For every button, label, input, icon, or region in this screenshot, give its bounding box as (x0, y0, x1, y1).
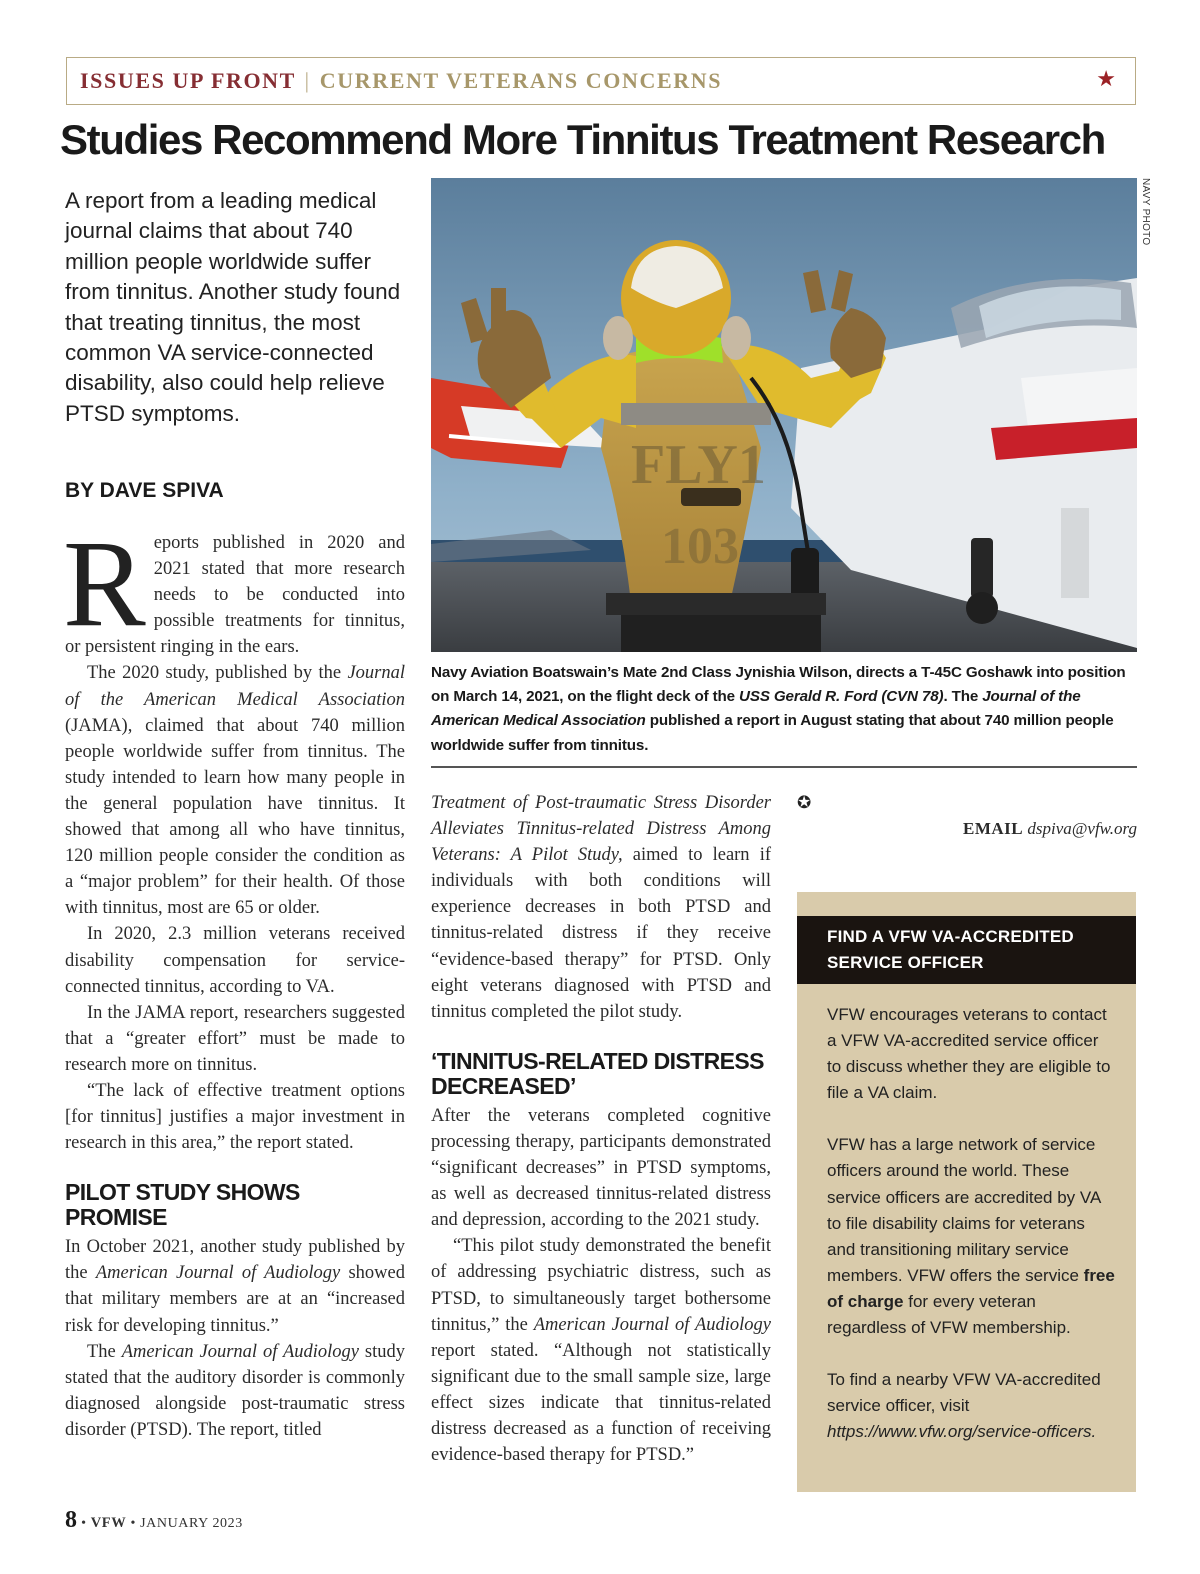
free-of-charge: free of charge (827, 1265, 1115, 1311)
sidebar-title: FIND A VFW VA-ACCREDITED SERVICE OFFICER (797, 916, 1136, 984)
subhead-distress-decreased: ‘TINNITUS-RELATED DISTRESS DECREASED’ (431, 1047, 764, 1099)
sidebar-body (827, 1002, 1117, 1471)
body-column-3 (797, 790, 1137, 842)
article-end (797, 790, 1137, 816)
article-dek: A report from a leading medical journal claims that about 740 million people worldwide suffer from tinnitus. Another study found that treating tinnitus, the most common VA service-connected disability, also could help relieve PTSD symptoms. (65, 188, 401, 426)
paragraph-3: In 2020, 2.3 million veterans received disability compensation for service-connected tinnitus, according to VA. (65, 924, 405, 997)
vest-number: 103 (661, 518, 739, 575)
photo-caption: Navy Aviation Boatswain’s Mate 2nd Class Jynishia Wilson, directs a T-45C Goshawk into position on March 14, 2021, on the flight deck of the USS Gerald R. Ford (CVN 78). The Journal of the American Medical Association published a report in August stating that about 740 million people worldwide suffer from tinnitus. (431, 664, 1126, 754)
email-address[interactable]: dspiva@vfw.org (1027, 819, 1137, 839)
page-number: 8 (65, 1507, 77, 1533)
paragraph-1: Reports published in 2020 and 2021 stated that more research needs to be conducted into possible treatments for tinnitus, or persistent ringing in the ears. (63, 515, 405, 658)
page-folio: 8 • VFW • JANUARY 2023 (65, 1507, 243, 1533)
paragraph-7: The American Journal of Audiology study stated that the auditory disorder is commonly diagnosed alongside post-traumatic stress disorder (PTSD). The report, titled (65, 1341, 406, 1440)
body-column-2 (431, 790, 771, 1468)
ship-name: USS Gerald R. Ford (CVN 78) (739, 688, 944, 706)
service-officer-sidebar (797, 892, 1136, 1492)
body-column-1 (63, 515, 406, 1443)
end-mark-icon: ✪ (797, 793, 812, 813)
journal-title: Journal of the American Medical Association (431, 688, 1081, 730)
journal-title: American Journal of Audiology (95, 1263, 341, 1284)
section-separator: | (304, 68, 311, 93)
issue-date: JANUARY 2023 (140, 1516, 243, 1531)
journal-title: American Journal of Audiology (533, 1314, 771, 1335)
paragraph-5: “The lack of effective treatment options [for tinnitus] justifies a major investment in research in this area,” the report stated. (65, 1080, 405, 1154)
subsection-name: CURRENT VETERANS CONCERNS (319, 68, 723, 93)
article-photo (431, 178, 1137, 652)
paragraph-9: “This pilot study demonstrated the benefit of addressing psychiatric distress, such as PTSD, to simultaneously target bothersome tinnitus,” the American Journal of Audiology report stated. “Although not statistically significant due to the small sample size, large effect sizes indicate that tinnitus-related distress decreased as a function of receiving evidence-based therapy for PTSD.” (431, 1236, 771, 1466)
article-headline: Studies Recommend More Tinnitus Treatment Research (60, 116, 1105, 163)
journal-title: Journal of the American Medical Association (65, 663, 405, 710)
flight-deck-photo (431, 178, 1137, 652)
star-icon: ★ (1096, 67, 1116, 92)
paragraph-8: After the veterans completed cognitive processing therapy, participants demonstrated “significant decreases” in PTSD symptoms, as well as decreased tinnitus-related distress and depression, according to the 2021 study. (431, 1105, 771, 1231)
caption-divider (431, 766, 1137, 768)
vest-label: FLY1 (631, 434, 766, 496)
author-email: EMAIL dspiva@vfw.org (963, 819, 1137, 839)
paragraph-4: In the JAMA report, researchers suggested that a “greater effort” must be made to research more on tinnitus. (65, 1002, 405, 1075)
section-label (80, 68, 722, 94)
journal-title: American Journal of Audiology (121, 1341, 359, 1362)
sidebar-paragraph-2: VFW has a large network of service officers around the world. These service officers are accredited by VA to file disability claims for veterans and transitioning military service members. VFW offers the service free of charge for every veteran regardless of VFW membership. (827, 1135, 1115, 1338)
drop-cap: R (63, 515, 146, 652)
sidebar-paragraph-3: To find a nearby VFW VA-accredited service officer, visit https://www.vfw.org/service-officers. (827, 1370, 1101, 1442)
paragraph-7-continued: Treatment of Post-traumatic Stress Disorder Alleviates Tinnitus-related Distress Among Veterans: A Pilot Study, aimed to learn if individuals with both conditions will experience decreases in both PTSD and tinnitus-related distress if they receive “evidence-based therapy” for PTSD. Only eight veterans diagnosed with PTSD and tinnitus completed the pilot study. (431, 793, 771, 1022)
magazine-name: VFW (90, 1515, 127, 1531)
subhead-pilot-study: PILOT STUDY SHOWS PROMISE (65, 1179, 300, 1231)
section-header (66, 57, 1136, 105)
paragraph-6: In October 2021, another study published by the American Journal of Audiology showed that military members are at an “increased risk for developing tinnitus.” (65, 1237, 405, 1336)
section-name: ISSUES UP FRONT (80, 68, 296, 93)
photo-credit: NAVY PHOTO (1140, 178, 1151, 246)
byline: BY DAVE SPIVA (65, 479, 224, 502)
service-officers-link[interactable]: https://www.vfw.org/service-officers. (827, 1422, 1097, 1442)
study-title: Treatment of Post-traumatic Stress Disorder Alleviates Tinnitus-related Distress Among Veterans: A Pilot Study, (431, 793, 771, 866)
sidebar-paragraph-1: VFW encourages veterans to contact a VFW VA-accredited service officer to discuss whether they are eligible to file a VA claim. (827, 1005, 1111, 1103)
paragraph-2: The 2020 study, published by the Journal of the American Medical Association (JAMA), claimed that about 740 million people worldwide suffer from tinnitus. The study intended to learn how many people in the general population have tinnitus. It showed that among all who have tinnitus, 120 million people consider the condition as a “major problem” for their health. Of those with tinnitus, most are 65 or older. (65, 663, 405, 919)
